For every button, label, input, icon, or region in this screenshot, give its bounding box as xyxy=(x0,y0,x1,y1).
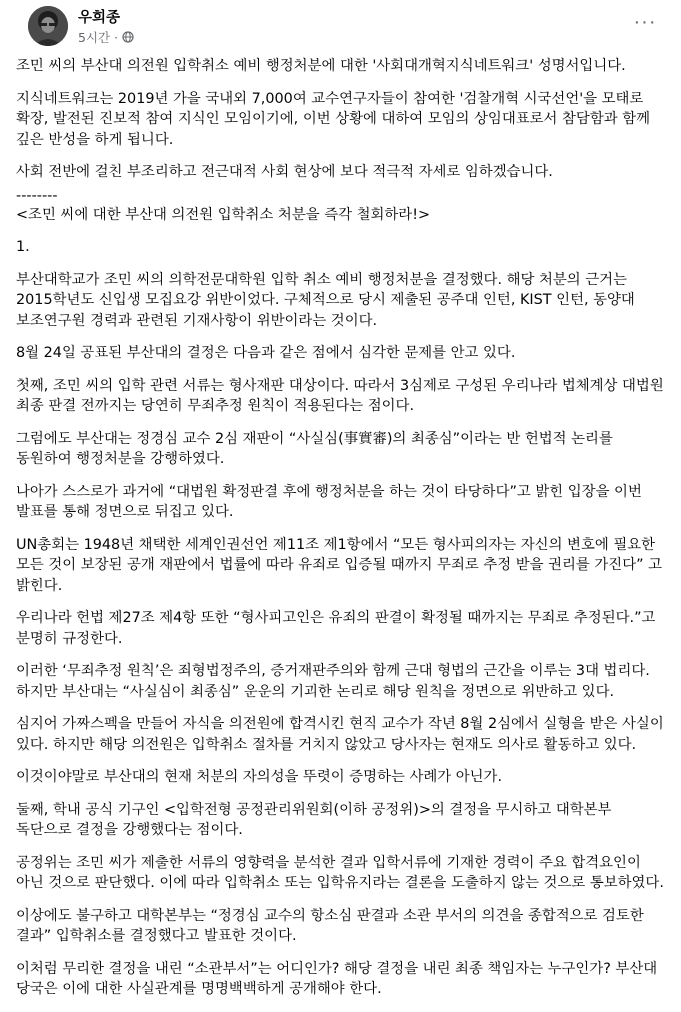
avatar[interactable] xyxy=(28,6,68,46)
post-header xyxy=(16,0,667,56)
post-paragraph: 1. xyxy=(16,239,30,255)
post-paragraph: 사회 전반에 걸친 부조리하고 전근대적 사회 현상에 보다 적극적 자세로 임하겠습니다. xyxy=(16,164,553,180)
post-time[interactable]: 5시간 xyxy=(78,30,111,45)
post-paragraph: 첫째, 조민 씨의 입학 관련 서류는 형사재판 대상이다. 따라서 3심제로 구성된 우리나라 법체계상 대법원 최종 판결 전까지는 당연히 무죄추정 원칙이 적용된다는 점이다. xyxy=(16,377,664,414)
post-paragraph: 8월 24일 공표된 부산대의 결정은 다음과 같은 점에서 심각한 문제를 안고 있다. xyxy=(16,345,516,361)
post-paragraph: 지식네트워크는 2019년 가을 국내외 7,000여 교수연구자들이 참여한 '검찰개혁 시국선언'을 모태로 확장, 발전된 진보적 참여 지식인 모임이기에, 이번 상황에 대하여 모임의 상임대표로서 참담함과 함께 깊은 반성을 하게 됩니다. xyxy=(16,90,650,148)
post-paragraph: 이처럼 무리한 결정을 내린 “소관부서”는 어디인가? 해당 결정을 내린 최종 책임자는 누구인가? 부산대 당국은 이에 대한 사실관계를 명명백백하게 공개해야 한다. xyxy=(16,960,658,997)
post-divider: -------- xyxy=(16,187,58,204)
post-body xyxy=(0,56,681,1012)
meta-separator: · xyxy=(114,29,119,45)
post-paragraph: 조민 씨의 부산대 의전원 입학취소 예비 행정처분에 대한 '사회대개혁지식네트워크' 성명서입니다. xyxy=(16,58,626,74)
post-paragraph: 이상에도 불구하고 대학본부는 “정경심 교수의 항소심 판결과 소관 부서의 의견을 종합적으로 검토한 결과” 입학취소를 결정했다고 발표한 것이다. xyxy=(16,907,644,944)
post-paragraph: 공정위는 조민 씨가 제출한 서류의 영향력을 분석한 결과 입학서류에 기재한 경력이 주요 합격요인이 아닌 것으로 판단했다. 이에 따라 입학취소 또는 입학유지라는 결론을 도출하지 않는 것으로 통보하였다. xyxy=(16,854,664,891)
post-paragraph: UN총회는 1948년 채택한 세계인권선언 제11조 제1항에서 “모든 형사피의자는 자신의 변호에 필요한 모든 것이 보장된 공개 재판에서 법률에 따라 유죄로 입증될 때까지 무죄로 추정 받을 권리를 가진다” 고 밝힌다. xyxy=(16,536,663,594)
post-paragraph: 나아가 스스로가 과거에 “대법원 확정판결 후에 행정처분을 하는 것이 타당하다”고 밝힌 입장을 이번 발표를 통해 정면으로 뒤집고 있다. xyxy=(16,483,642,520)
post-paragraph: 둘째, 학내 공식 기구인 <입학전형 공정관리위원회(이하 공정위)>의 결정을 무시하고 대학본부 독단으로 결정을 강행했다는 점이다. xyxy=(16,801,612,838)
globe-icon[interactable] xyxy=(122,31,134,43)
post-paragraph: 심지어 가짜스펙을 만들어 자식을 의전원에 합격시킨 현직 교수가 작년 8월 2심에서 실형을 받은 사실이 있다. 하지만 해당 의전원은 입학취소 절차를 거치지 않았고 당사자는 현재도 의사로 활동하고 있다. xyxy=(16,716,664,753)
more-options-button[interactable]: ··· xyxy=(629,8,661,36)
post-paragraph: <조민 씨에 대한 부산대 의전원 입학취소 처분을 즉각 철회하라!> xyxy=(16,206,431,223)
post-paragraph: 부산대학교가 조민 씨의 의학전문대학원 입학 취소 예비 행정처분을 결정했다. 해당 처분의 근거는 2015학년도 신입생 모집요강 위반이었다. 구체적으로 당시 제출된 공주대 인턴, KIST 인턴, 동양대 보조연구원 경력과 관련된 기재사항이 위반이라는 것이다. xyxy=(16,271,635,329)
post-paragraph: 이것이야말로 부산대의 현재 처분의 자의성을 뚜렷이 증명하는 사례가 아닌가. xyxy=(16,769,503,785)
post-meta xyxy=(78,28,134,46)
post-paragraph: 우리나라 헌법 제27조 제4항 또한 “형사피고인은 유죄의 판결이 확정될 때까지는 무죄로 추정된다.”고 분명히 규정한다. xyxy=(16,610,656,647)
author-name[interactable]: 우희종 xyxy=(78,10,121,26)
post-paragraph: 이러한 ‘무죄추정 원칙’은 죄형법정주의, 증거재판주의와 함께 근대 형법의 근간을 이루는 3대 법리다. 하지만 부산대는 “사실심이 최종심” 운운의 기괴한 논리로 해당 원칙을 정면으로 위반하고 있다. xyxy=(16,663,650,700)
profile-photo-icon xyxy=(28,6,68,46)
post-paragraph: 그럼에도 부산대는 정경심 교수 2심 재판이 “사실심(事實審)의 최종심”이라는 반 헌법적 논리를 동원하여 행정처분을 강행하였다. xyxy=(16,430,613,467)
